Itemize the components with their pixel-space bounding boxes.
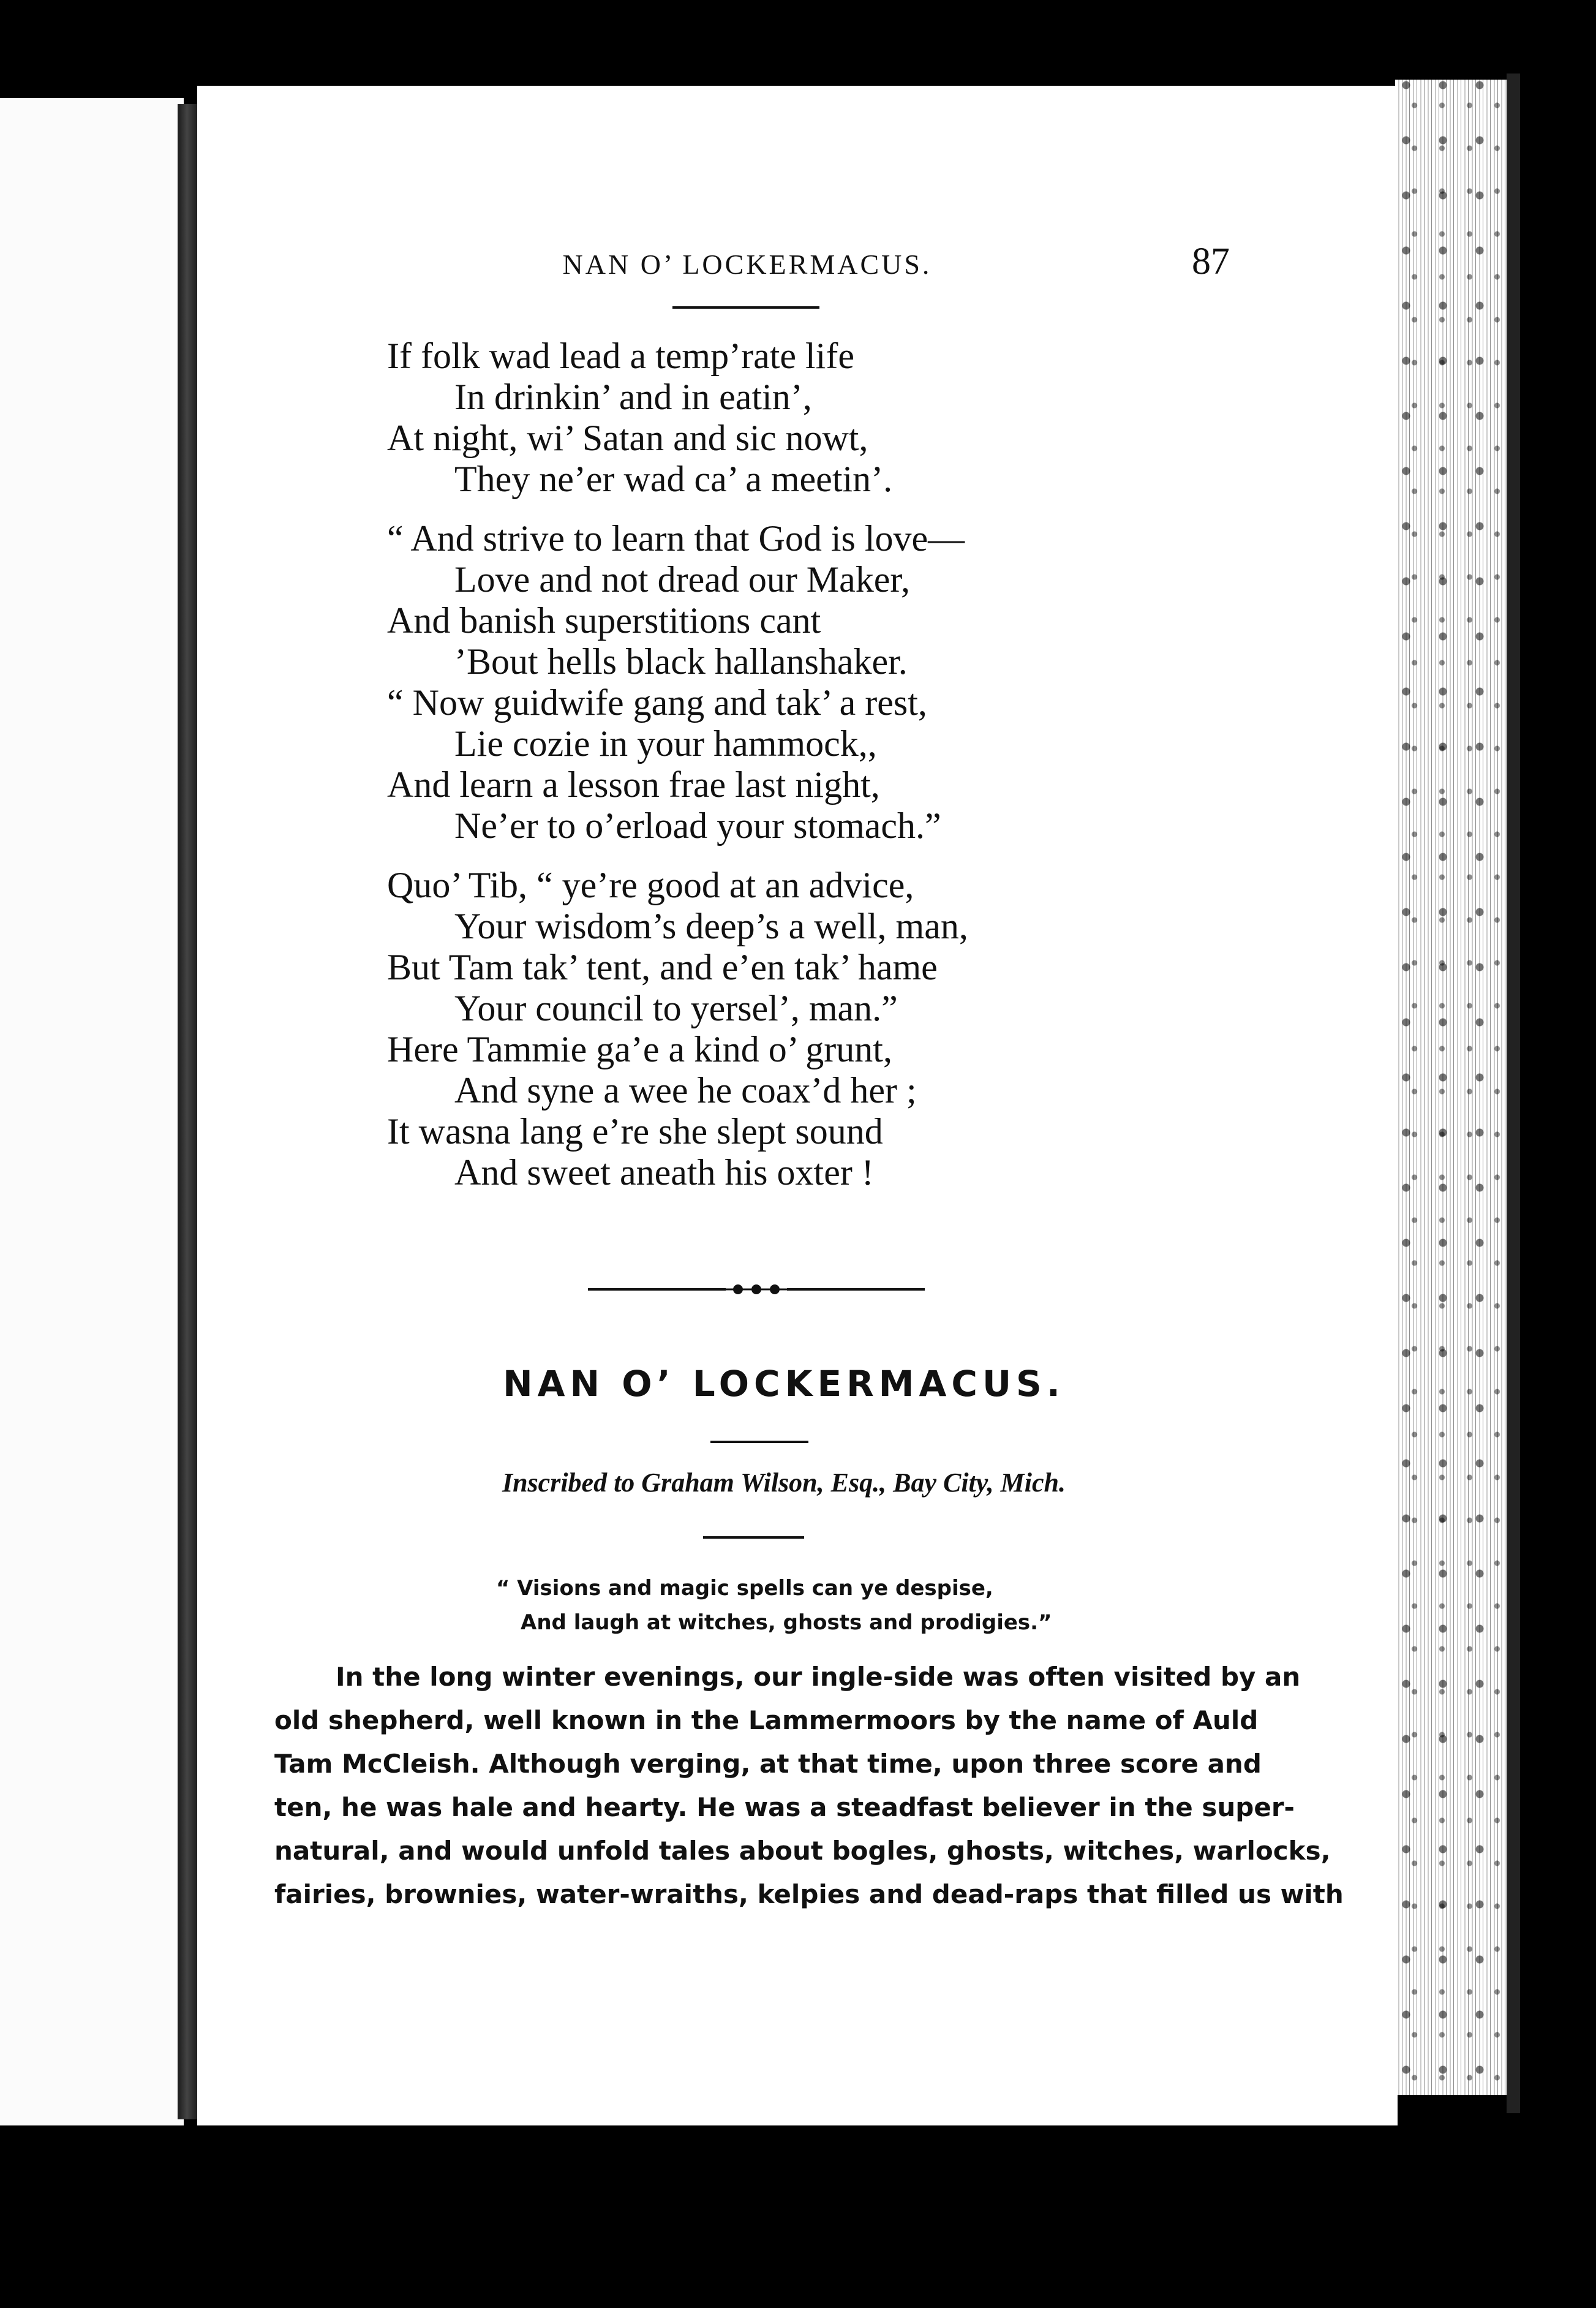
prose-line: In the long winter evenings, our ingle-side was often visited by an — [336, 1662, 1301, 1692]
verse-line: And sweet aneath his oxter ! — [454, 1152, 874, 1193]
verse-line: “ And strive to learn that God is love— — [387, 518, 965, 559]
verse-line: “ Now guidwife gang and tak’ a rest, — [387, 682, 927, 723]
prose-line: fairies, brownies, water-wraiths, kelpies and dead-raps that filled us with — [274, 1879, 1344, 1909]
verse-line: Your wisdom’s deep’s a well, man, — [454, 906, 968, 946]
header-rule — [672, 306, 819, 309]
verse-line: And banish superstitions cant — [387, 600, 821, 641]
prose-line: ten, he was hale and hearty. He was a steadfast believer in the super- — [274, 1792, 1295, 1822]
verse-line: And learn a lesson frae last night, — [387, 764, 880, 805]
verse-line: Here Tammie ga’e a kind o’ grunt, — [387, 1029, 892, 1069]
dedication: Inscribed to Graham Wilson, Esq., Bay City, Mich. — [502, 1468, 1066, 1498]
verse-line: Quo’ Tib, “ ye’re good at an advice, — [387, 865, 914, 905]
verse-line: Lie cozie in your hammock,, — [454, 723, 877, 764]
poem-stanza — [387, 336, 1183, 500]
verse-line: Your council to yersel’, man.” — [454, 988, 898, 1028]
verse-line: At night, wi’ Satan and sic nowt, — [387, 418, 868, 458]
poem-stanza — [387, 682, 1183, 847]
poem-stanza — [387, 865, 1183, 1029]
page-number: 87 — [1192, 241, 1230, 282]
epigraph — [496, 1571, 1170, 1640]
prose-line: Tam McCleish. Although verging, at that time, upon three score and — [274, 1749, 1262, 1779]
verse-line: It wasna lang e’re she slept sound — [387, 1111, 883, 1152]
verse-line: ’Bout hells black hallanshaker. — [454, 641, 908, 682]
verse-line: But Tam tak’ tent, and e’en tak’ hame — [387, 947, 938, 987]
running-title: NAN O’ LOCKERMACUS. — [562, 249, 932, 280]
section-title: NAN O’ LOCKERMACUS. — [503, 1363, 1065, 1405]
poem-stanza — [387, 518, 1183, 682]
verse-line: Love and not dread our Maker, — [454, 559, 910, 600]
dedication-rule — [703, 1536, 804, 1539]
poem-stanza — [387, 1029, 1183, 1193]
title-rule — [710, 1441, 808, 1443]
page-fore-edge — [1395, 80, 1511, 2095]
cover-edge — [1507, 74, 1520, 2113]
prose-line: old shepherd, well known in the Lammermoors by the name of Auld — [274, 1705, 1259, 1735]
verse-line: They ne’er wad ca’ a meetin’. — [454, 459, 893, 499]
verse-line: If folk wad lead a temp’rate life — [387, 336, 854, 376]
poem — [387, 336, 1183, 1212]
verse-line: Ne’er to o’erload your stomach.” — [454, 805, 941, 846]
facing-page — [0, 98, 184, 2125]
prose-line: natural, and would unfold tales about bogles, ghosts, witches, warlocks, — [274, 1836, 1331, 1866]
verse-line: And syne a wee he coax’d her ; — [454, 1070, 917, 1111]
epigraph-line: “ Visions and magic spells can ye despise, — [496, 1576, 993, 1601]
prose-paragraph — [274, 1655, 1344, 1916]
epigraph-line: And laugh at witches, ghosts and prodigies.” — [521, 1610, 1052, 1635]
verse-line: In drinkin’ and in eatin’, — [454, 377, 812, 417]
section-ornament — [588, 1280, 925, 1299]
